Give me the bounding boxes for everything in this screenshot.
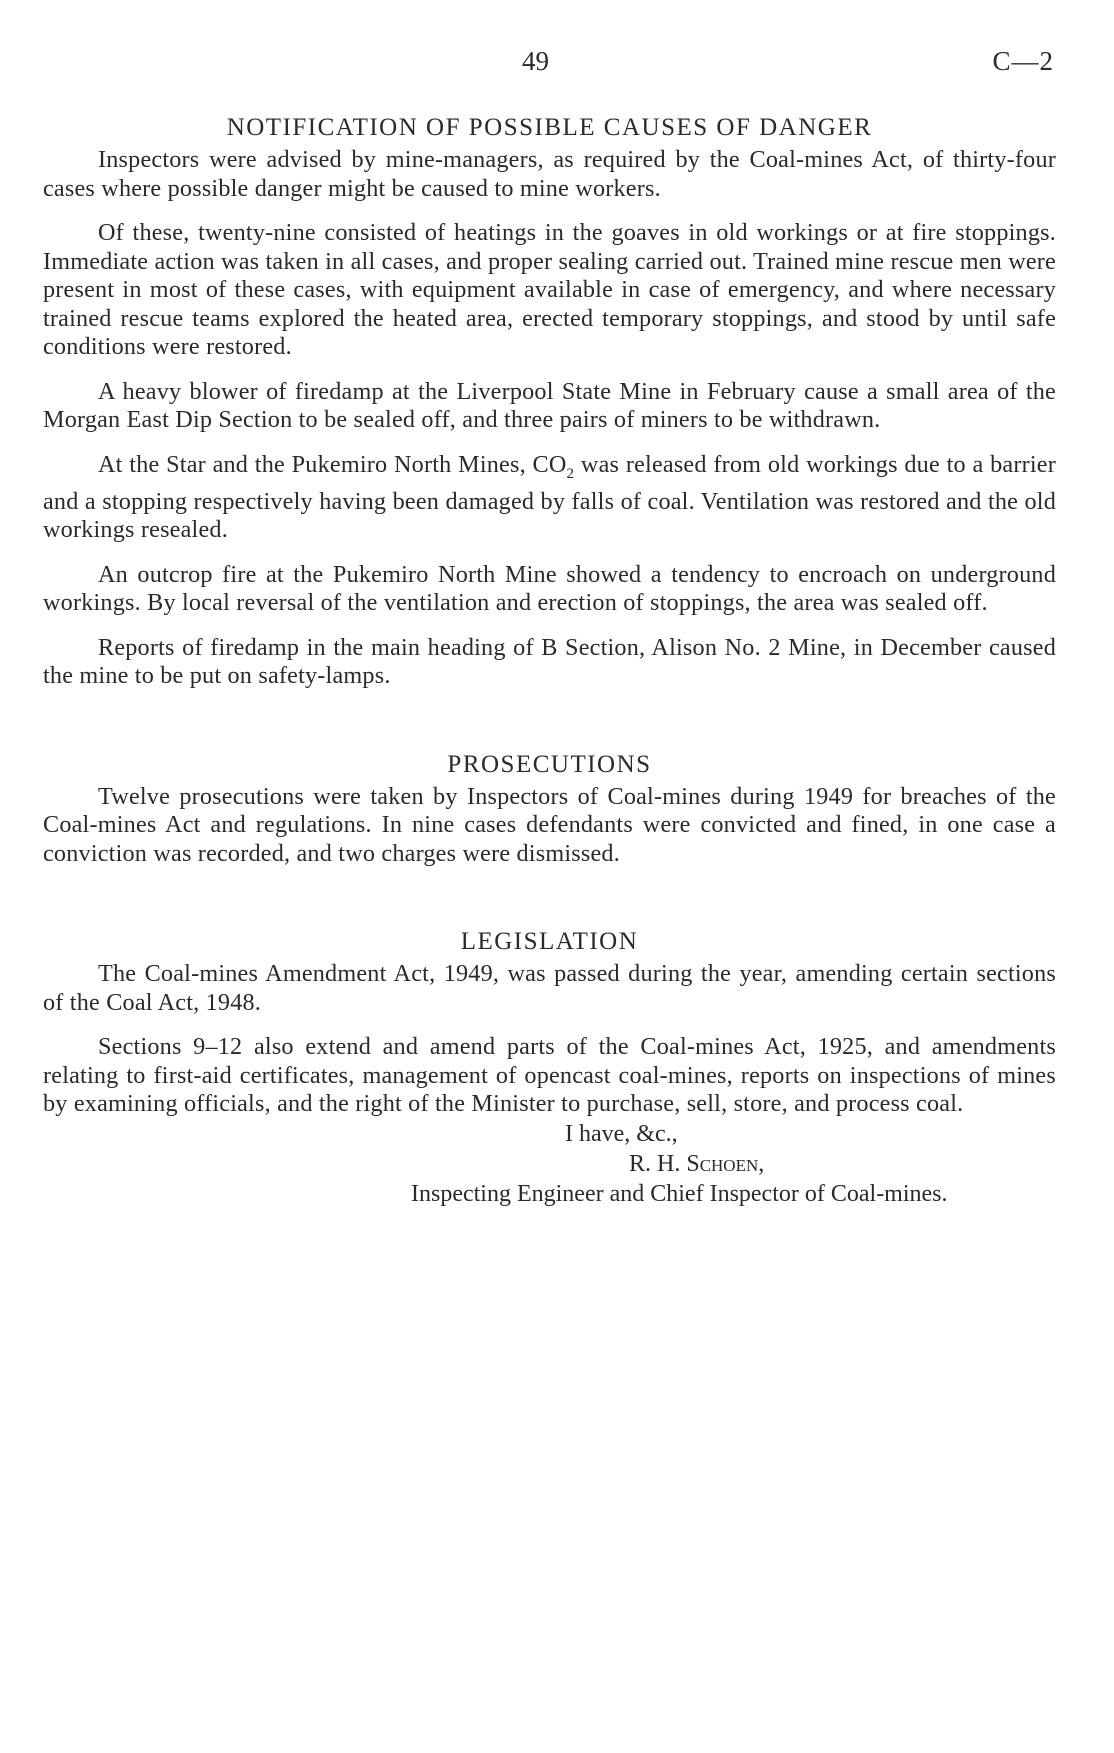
p4-text-end: was released from old workings due to a barrier and a stopping respectively having been damaged by falls of coal. Ventilation was restored and the old workings resealed. xyxy=(43,450,1056,544)
notification-paragraph-2: Of these, twenty-nine consisted of heatings in the goaves in old workings or at fire stoppings. Immediate action was taken in all cases, and proper sealing carried out. Trained mine rescue men were present in most of these cases, with equipment available in case of emergency, and where necessary trained rescue teams explored the heated area, erected temporary stoppings, and stood by until safe conditions were restored. xyxy=(43,219,1056,360)
legislation-paragraph-2: Sections 9–12 also extend and amend parts of the Coal-mines Act, 1925, and amendments relating to first-aid certificates, management of opencast coal-mines, reports on inspections of mines by examining officials, and the right of the Minister to purchase, sell, store, and process coal. xyxy=(43,1033,1056,1118)
notification-heading: NOTIFICATION OF POSSIBLE CAUSES OF DANGER xyxy=(226,114,873,141)
legislation-section xyxy=(43,926,1056,1119)
notification-paragraph-6: Reports of firedamp in the main heading of B Section, Alison No. 2 Mine, in December caused the mine to be put on safety-lamps. xyxy=(43,633,1056,690)
legislation-paragraph-1: The Coal-mines Amendment Act, 1949, was passed during the year, amending certain sections of the Coal Act, 1948. xyxy=(43,960,1056,1016)
prosecutions-paragraph-1: Twelve prosecutions were taken by Inspectors of Coal-mines during 1949 for breaches of the Coal-mines Act and regulations. In nine cases defendants were convicted and fined, in one case a conviction was recorded, and two charges were dismissed. xyxy=(43,782,1056,867)
prosecutions-section xyxy=(43,749,1056,869)
signature-closing: I have, &c., xyxy=(565,1120,678,1147)
prosecutions-heading: PROSECUTIONS xyxy=(447,750,652,778)
notification-paragraph-3: A heavy blower of firedamp at the Liverpool State Mine in February cause a small area of the Morgan East Dip Section to be sealed off, and three pairs of miners to be withdrawn. xyxy=(43,377,1056,433)
notification-section xyxy=(43,112,1056,691)
legislation-heading: LEGISLATION xyxy=(460,928,639,956)
signature-name: R. H. Schoen, xyxy=(629,1150,765,1177)
notification-paragraph-4 xyxy=(43,451,1056,545)
co2-subscript: 2 xyxy=(566,465,575,482)
signature-block xyxy=(43,1119,1056,1209)
page-number: 49 xyxy=(522,46,549,76)
notification-paragraph-5: An outcrop fire at the Pukemiro North Mine showed a tendency to encroach on underground workings. By local reversal of the ventilation and erection of stoppings, the area was sealed off. xyxy=(43,560,1056,617)
page-content xyxy=(43,112,1056,1209)
p4-text-start: At the Star and the Pukemiro North Mines, CO xyxy=(98,450,567,478)
page-header xyxy=(0,46,1114,86)
document-reference: C—2 xyxy=(992,46,1054,76)
signature-title: Inspecting Engineer and Chief Inspector of Coal-mines. xyxy=(411,1180,948,1207)
notification-paragraph-1: Inspectors were advised by mine-managers, as required by the Coal-mines Act, of thirty-four cases where possible danger might be caused to mine workers. xyxy=(43,146,1056,202)
